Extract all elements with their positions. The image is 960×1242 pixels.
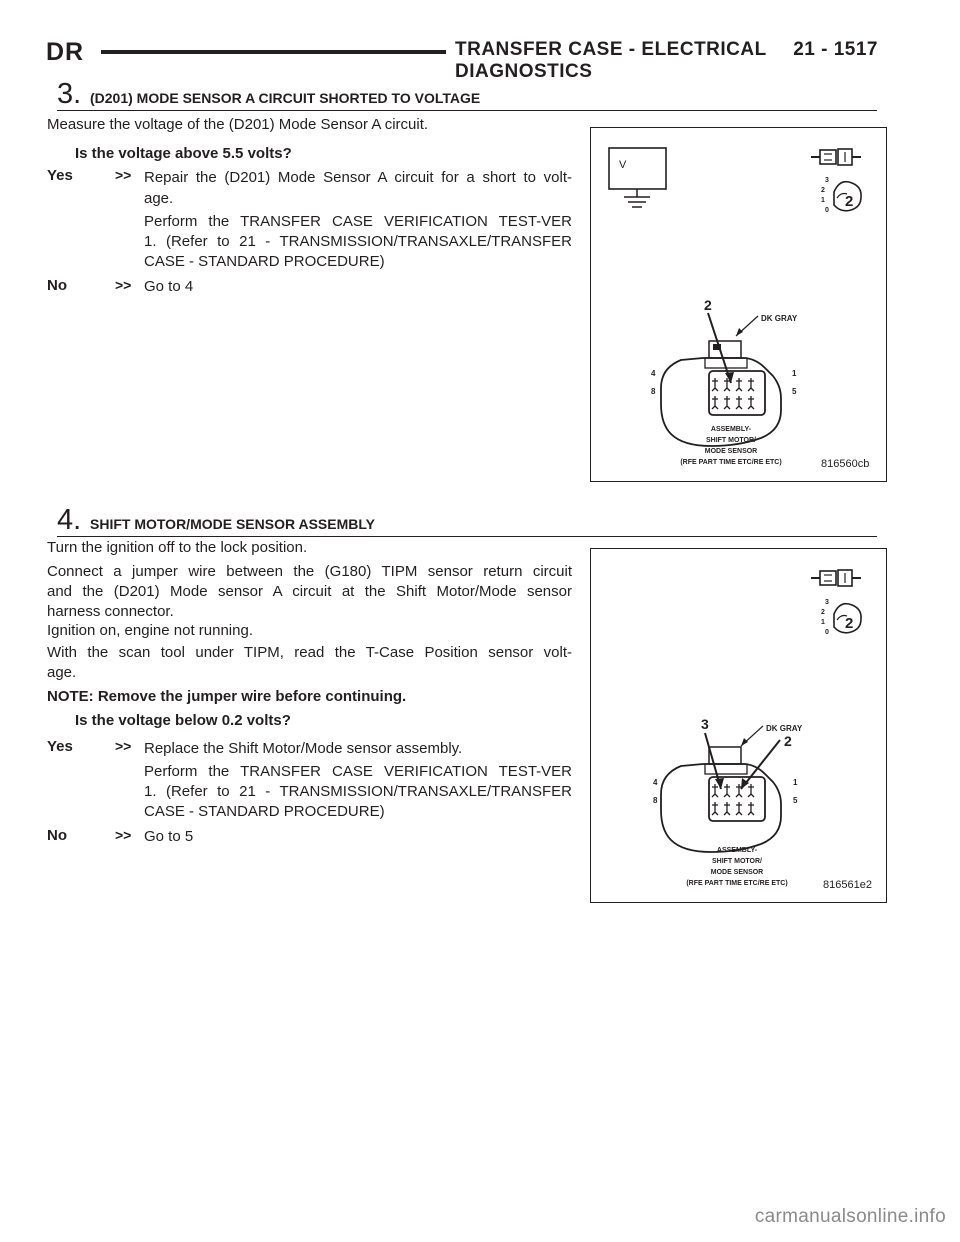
yes-label: Yes (47, 167, 73, 184)
figure-caption-line: SHIFT MOTOR/ (711, 858, 763, 865)
selector-position-label: 2 (821, 187, 825, 194)
step-4-heading (57, 506, 877, 537)
yes-text-line: Replace the Shift Motor/Mode sensor assembly. (144, 740, 463, 757)
figure-caption-line: ASSEMBLY- (710, 426, 752, 433)
header-rule (101, 50, 446, 54)
yes-text-line: age. (144, 190, 174, 207)
figure-jumper-test (590, 548, 887, 903)
selector-position-label: 1 (821, 197, 825, 204)
step-instruction: Ignition on, engine not running. (47, 622, 253, 639)
no-label: No (47, 827, 67, 844)
step-instruction: Turn the ignition off to the lock position. (47, 539, 308, 556)
figure-caption-line: SHIFT MOTOR/ (705, 437, 757, 444)
wire-color-label: DK GRAY (761, 314, 798, 323)
selector-value: 2 (845, 193, 854, 210)
pin-label: 1 (792, 369, 797, 378)
note-text: NOTE: Remove the jumper wire before continuing. (47, 688, 407, 705)
pin-callout: 2 (784, 733, 792, 749)
pin-label: 4 (651, 369, 656, 378)
pin-label: 5 (793, 796, 798, 805)
voltmeter-icon (609, 148, 666, 189)
figure-id: 816560cb (821, 458, 870, 470)
pin-callout: 3 (701, 716, 709, 732)
selector-position-label: 0 (825, 207, 829, 214)
selector-position-label: 3 (825, 599, 829, 606)
perform-text-line: Perform the TRANSFER CASE VERIFICATION TEST-VER (144, 763, 572, 780)
pin-label: 4 (653, 778, 658, 787)
no-arrow: >> (115, 827, 132, 843)
connector-plug-icon (811, 149, 861, 165)
step-title: (D201) MODE SENSOR A CIRCUIT SHORTED TO VOLTAGE (90, 90, 481, 106)
no-text: Go to 5 (144, 828, 194, 845)
wire-color-label: DK GRAY (766, 724, 803, 733)
section-title: TRANSFER CASE - ELECTRICAL DIAGNOSTICS (455, 39, 767, 82)
selector-position-label: 3 (825, 177, 829, 184)
yes-text-line: Repair the (D201) Mode Sensor A circuit for a short to volt- (144, 169, 572, 186)
pin-label: 5 (792, 387, 797, 396)
pin-callout: 2 (704, 297, 712, 313)
selector-position-label: 2 (821, 609, 825, 616)
connector-plug-icon (811, 570, 861, 586)
figure-caption-line: (RFE PART TIME ETC/RE ETC) (686, 880, 788, 887)
step-question: Is the voltage above 5.5 volts? (75, 145, 292, 162)
perform-text-line: 1. (Refer to 21 - TRANSMISSION/TRANSAXLE/TRANSFER (144, 233, 572, 250)
page-header (46, 38, 878, 82)
no-arrow: >> (115, 277, 132, 293)
step-number: 4. (57, 504, 82, 536)
pin-label: 8 (653, 796, 658, 805)
selector-value: 2 (845, 615, 854, 632)
figure-voltage-measurement (590, 127, 887, 482)
yes-label: Yes (47, 738, 73, 755)
selector-knob-icon (821, 599, 861, 636)
selector-position-label: 0 (825, 629, 829, 636)
perform-text-line: CASE - STANDARD PROCEDURE) (144, 803, 385, 820)
perform-text-line: Perform the TRANSFER CASE VERIFICATION TEST-VER (144, 213, 572, 230)
yes-arrow: >> (115, 167, 132, 183)
step-number: 3. (57, 78, 82, 110)
step-instruction: Measure the voltage of the (D201) Mode Sensor A circuit. (47, 116, 429, 133)
step-instruction: age. (47, 664, 77, 681)
step-instruction: harness connector. (47, 603, 174, 620)
brand-label: DR (46, 38, 85, 66)
yes-arrow: >> (115, 738, 132, 754)
watermark: carmanualsonline.info (754, 1206, 946, 1227)
figure-caption-line: MODE SENSOR (710, 869, 764, 876)
step-instruction: With the scan tool under TIPM, read the T-Case Position sensor volt- (47, 644, 572, 661)
step-instruction: Connect a jumper wire between the (G180) TIPM sensor return circuit (47, 563, 572, 580)
step-title: SHIFT MOTOR/MODE SENSOR ASSEMBLY (90, 516, 375, 532)
step-question: Is the voltage below 0.2 volts? (75, 712, 291, 729)
perform-text-line: CASE - STANDARD PROCEDURE) (144, 253, 385, 270)
perform-text-line: 1. (Refer to 21 - TRANSMISSION/TRANSAXLE/TRANSFER (144, 783, 572, 800)
figure-caption-line: (RFE PART TIME ETC/RE ETC) (680, 459, 782, 466)
no-text: Go to 4 (144, 278, 194, 295)
figure-id: 816561e2 (823, 879, 872, 891)
no-label: No (47, 277, 67, 294)
ground-icon (624, 197, 650, 207)
selector-knob-icon (821, 177, 861, 214)
step-3-heading (57, 80, 877, 111)
page-number: 21 - 1517 (793, 39, 878, 60)
figure-caption-line: MODE SENSOR (704, 448, 758, 455)
step-instruction: and the (D201) Mode sensor A circuit at the Shift Motor/Mode sensor (47, 583, 572, 600)
meter-label: V (619, 159, 627, 171)
pin-label: 1 (793, 778, 798, 787)
figure-caption-line: ASSEMBLY- (716, 847, 758, 854)
pin-label: 8 (651, 387, 656, 396)
selector-position-label: 1 (821, 619, 825, 626)
